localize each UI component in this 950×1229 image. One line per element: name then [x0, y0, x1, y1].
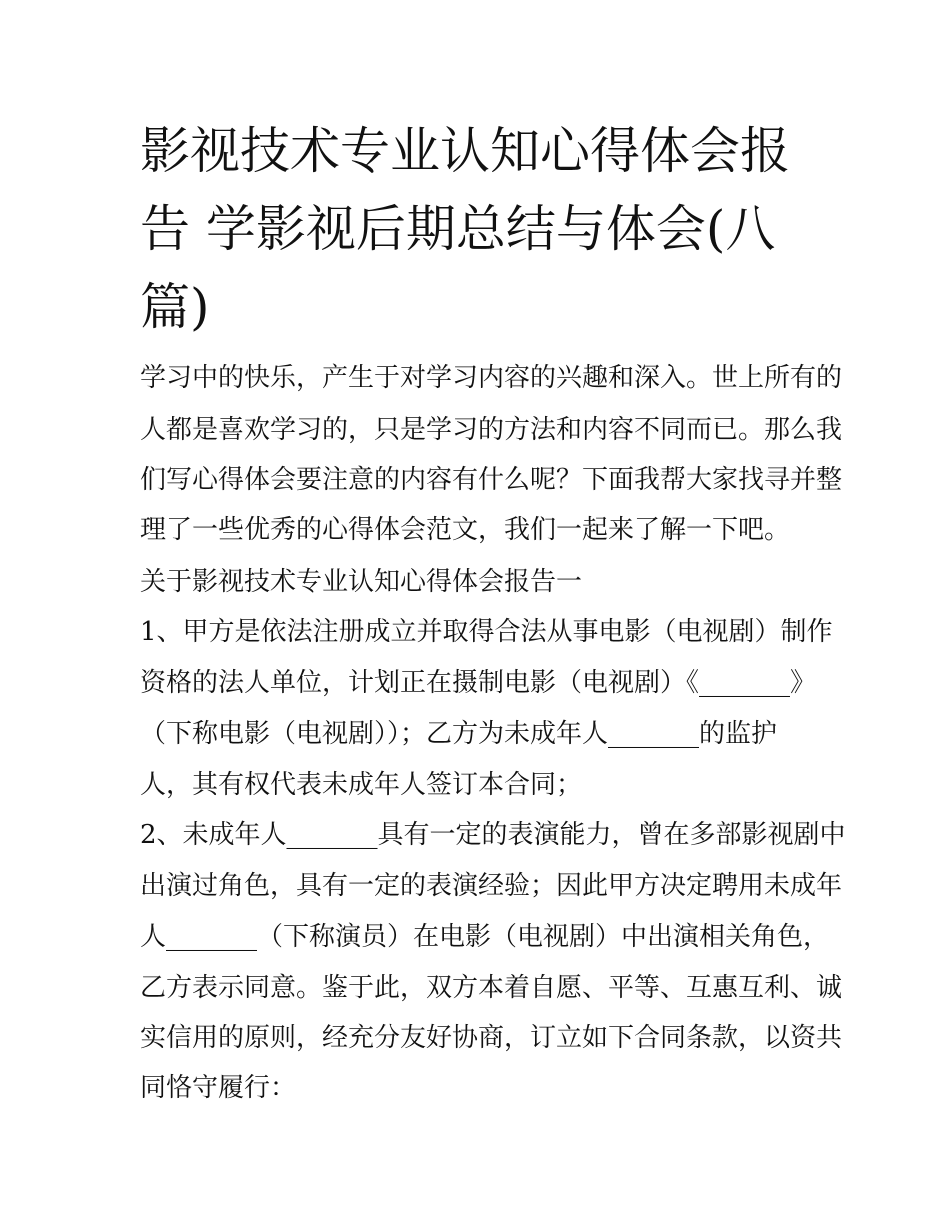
title-line: 篇): [140, 278, 210, 336]
body-line: 资格的法人单位，计划正在摄制电影（电视剧）《_______》: [140, 668, 817, 698]
body-line: 人都是喜欢学习的，只是学习的方法和内容不同而已。那么我: [140, 415, 843, 445]
title-line: 影视技术专业认知心得体会报: [140, 122, 790, 180]
body-line: （下称电影（电视剧））；乙方为未成年人_______的监护: [140, 719, 778, 749]
body-line: 实信用的原则，经充分友好协商，订立如下合同条款，以资共: [140, 1023, 843, 1053]
document-title: [140, 112, 820, 346]
title-line: 告 学影视后期总结与体会(八: [140, 200, 776, 258]
body-line: 人，其有权代表未成年人签订本合同；: [140, 770, 583, 800]
body-line: 同恪守履行：: [140, 1073, 297, 1103]
body-line: 乙方表示同意。鉴于此，双方本着自愿、平等、互惠互利、诚: [140, 973, 843, 1003]
body-line: 学习中的快乐，产生于对学习内容的兴趣和深入。世上所有的: [140, 363, 843, 393]
body-line: 2、未成年人_______具有一定的表演能力，曾在多部影视剧中: [140, 820, 846, 850]
body-line: 1、甲方是依法注册成立并取得合法从事电影（电视剧）制作: [140, 617, 833, 647]
body-line: 们写心得体会要注意的内容有什么呢？下面我帮大家找寻并整: [140, 465, 843, 495]
section-heading: 关于影视技术专业认知心得体会报告一: [140, 567, 583, 597]
body-line: 人_______（下称演员）在电影（电视剧）中出演相关角色，: [140, 922, 830, 952]
body-line: 理了一些优秀的心得体会范文，我们一起来了解一下吧。: [140, 515, 791, 545]
body-line: 出演过角色，具有一定的表演经验；因此甲方决定聘用未成年: [140, 871, 843, 901]
